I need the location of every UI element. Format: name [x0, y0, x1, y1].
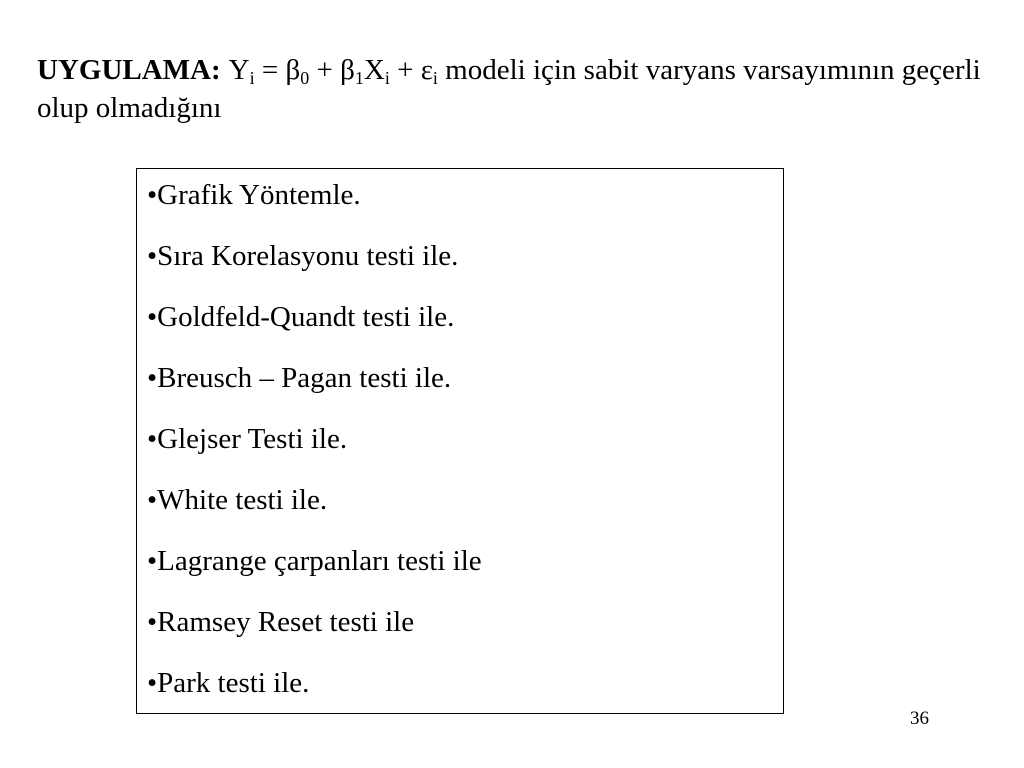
tests-box [136, 168, 784, 714]
list-item: •White testi ile. [147, 484, 328, 516]
list-item: •Goldfeld-Quandt testi ile. [147, 301, 455, 333]
list-item: •Park testi ile. [147, 667, 310, 699]
heading-lead: UYGULAMA: [37, 54, 221, 86]
slide-heading [37, 51, 997, 127]
list-item: •Glejser Testi ile. [147, 423, 348, 455]
list-item: •Breusch – Pagan testi ile. [147, 362, 452, 394]
list-item: •Ramsey Reset testi ile [147, 606, 415, 638]
heading-formula: $Y_i = \beta_0 + \beta_1X_i + \varepsilon_i$ [228, 54, 438, 88]
list-item: •Grafik Yöntemle. [147, 179, 361, 211]
list-item: •Sıra Korelasyonu testi ile. [147, 240, 459, 272]
page-number: 36 [910, 708, 929, 729]
list-item: •Lagrange çarpanları testi ile [147, 545, 482, 577]
heading-text: modeli için sabit varyans varsayımının geçerli olup olmadığını [37, 54, 981, 124]
